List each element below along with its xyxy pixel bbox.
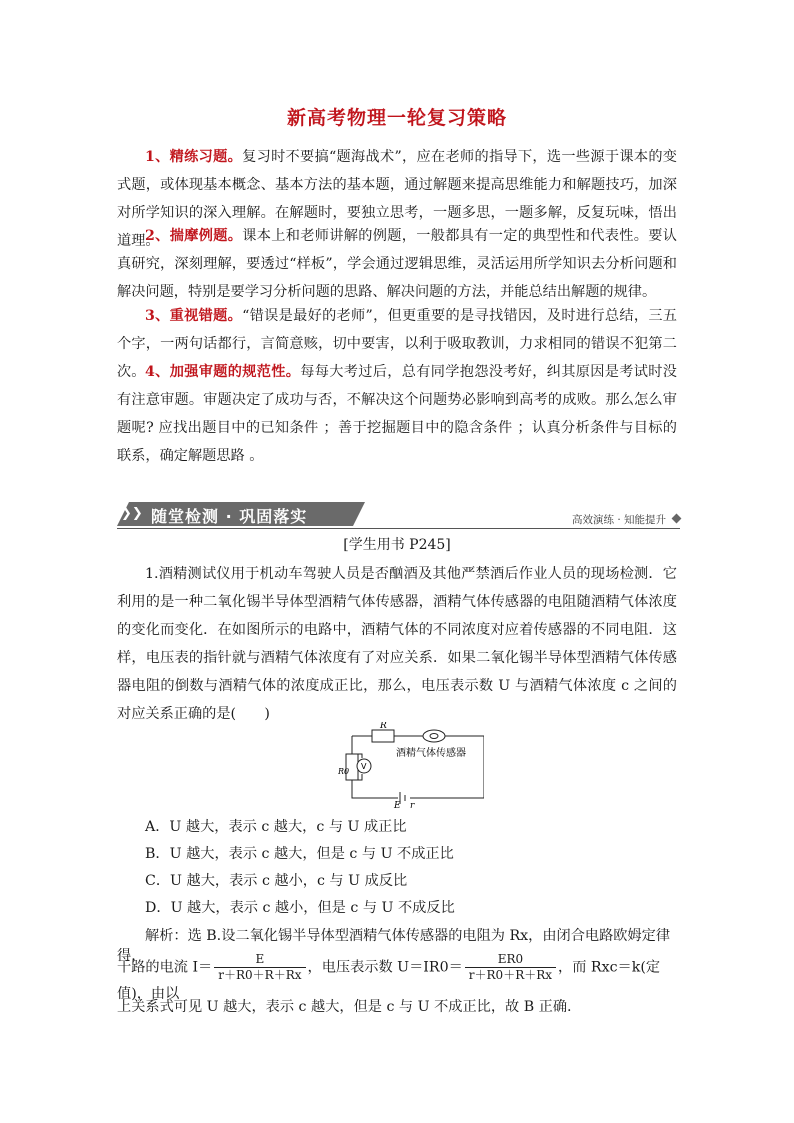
strategy-text: 课本上和老师讲解的例题，一般都具有一定的典型性和代表性。要认真研究，深刻理解，要透过“样板”，学会通过逻辑思维，灵活运用所学知识去分析问题和解决问题，特别是要学习分析问题的思路、解决问题的方法，并能总结出解题的规律。 xyxy=(117,228,677,300)
strategy-text: 每每大考过后，总有同学抱怨没考好，纠其原因是考试时没有注意审题。审题决定了成功与否，不解决这个问题势必影响到高考的成败。那么怎么审题呢? 应找出题目中的已知条件 ；善于挖掘题目中的隐含条件 ；认真分析条件与目标的联系，确定解题思路 。 xyxy=(117,364,677,464)
current-formula xyxy=(214,952,305,983)
circuit-diagram xyxy=(338,722,484,810)
analysis-line-1: 解析：选 B.设二氧化锡半导体型酒精气体传感器的电阻为 Rx，由闭合电路欧姆定律得， xyxy=(117,928,671,964)
strategy-text: “错误是最好的老师”，但更重要的是寻找错因，及时进行总结，三五个字，一两句话都行，言简意赅，切中要害，以利于吸取教训，力求相同的错误不犯第二次。 xyxy=(117,308,677,380)
sensor-label: 酒精气体传感器 xyxy=(396,748,466,759)
option-c: C．U 越大，表示 c 越小，c 与 U 成反比 xyxy=(145,873,408,889)
internal-resistance-label: r xyxy=(410,801,415,810)
page-title: 新高考物理一轮复习策略 xyxy=(286,107,507,129)
option-b: B．U 越大，表示 c 越大，但是 c 与 U 不成正比 xyxy=(145,846,454,862)
strategy-lead: 1、精练习题。 xyxy=(145,149,243,165)
voltmeter-label: V xyxy=(361,762,367,771)
banner-title: 随堂检测 · 巩固落实 xyxy=(151,507,308,526)
analysis-line-3: 上关系式可见 U 越大，表示 c 越大，但是 c 与 U 不成正比，故 B 正确. xyxy=(117,999,572,1015)
strategy-text: 复习时不要搞“题海战术”，应在老师的指导下，选一些源于课本的变式题，或体现基本概念、基本方法的基本题，通过解题来提高思维能力和解题技巧，加深对所学知识的深入理解。在解题时，要独立思考，一题多思，一题多解，反复玩味，悟出道理。 xyxy=(117,149,677,249)
sensor-symbol xyxy=(423,730,445,742)
strategy-lead: 3、重视错题。 xyxy=(145,308,243,324)
strategy-lead: 4、加强审题的规范性。 xyxy=(145,364,301,380)
analysis-line-2 xyxy=(117,952,677,1002)
option-d: D．U 越大，表示 c 越小，但是 c 与 U 不成反比 xyxy=(145,900,455,916)
analysis-text: 干路的电流 I＝ xyxy=(117,959,213,976)
r-label: R xyxy=(380,722,387,731)
section-banner xyxy=(117,502,680,530)
fraction-numerator: ER0 xyxy=(465,952,556,968)
voltage-formula xyxy=(465,952,556,983)
chevron-right-icon: ❯❯ xyxy=(121,506,143,521)
fraction-numerator: E xyxy=(214,952,305,968)
fraction-denominator: r＋R0＋R＋Rx xyxy=(218,968,302,982)
r0-label: R0 xyxy=(338,767,350,776)
r-resistor xyxy=(372,730,394,742)
banner-divider xyxy=(117,528,680,529)
strategy-paragraph xyxy=(117,358,677,470)
battery-label: E xyxy=(394,801,401,810)
strategy-lead: 2、揣摩例题。 xyxy=(145,228,243,244)
strategy-paragraph xyxy=(117,222,677,306)
diamond-icon xyxy=(672,514,682,524)
banner-subtitle: 高效演练 · 知能提升 xyxy=(571,514,666,526)
analysis-text: ，电压表示数 U＝IR0＝ xyxy=(307,959,463,976)
page-reference: [学生用书 P245] xyxy=(343,537,451,553)
analysis-text: ，而 Rxc＝k(定值)，由以 xyxy=(117,959,661,1002)
option-a: A．U 越大，表示 c 越大，c 与 U 成正比 xyxy=(145,819,407,835)
fraction-denominator: r＋R0＋R＋Rx xyxy=(468,968,553,982)
question-text: 1.酒精测试仪用于机动车驾驶人员是否酗酒及其他严禁酒后作业人员的现场检测．它利用的是一种二氧化锡半导体型酒精气体传感器，酒精气体传感器的电阻随酒精气体浓度的变化而变化．在如图所示的电路中，酒精气体的不同浓度对应着传感器的不同电阻．这样，电压表的指针就与酒精气体浓度有了对应关系．如果二氧化锡半导体型酒精气体传感器电阻的倒数与酒精气体的浓度成正比，那么，电压表示数 U 与酒精气体浓度 c 之间的对应关系正确的是( ) xyxy=(117,566,677,722)
